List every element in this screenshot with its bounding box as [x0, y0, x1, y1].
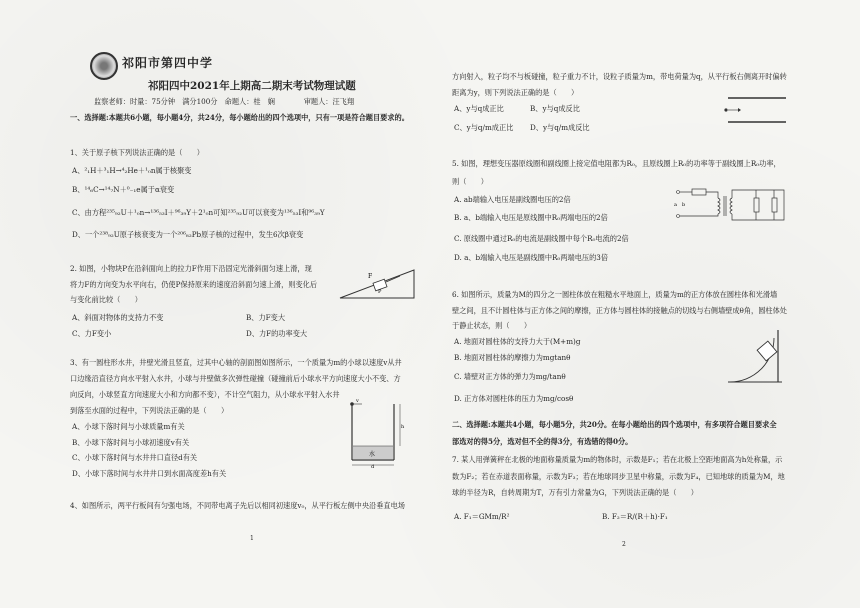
- plates-figure: [722, 92, 792, 128]
- exam-meta: 监察老师：时量：75分钟 满分100分 命题人：桂 娴 审题人：汪飞翔: [94, 97, 355, 106]
- well-d-label: d: [371, 464, 375, 468]
- well-water-label: 水: [369, 451, 376, 458]
- q2-option-a: A、斜面对物体的支持力不变: [72, 313, 164, 322]
- q5-option-c: C. 原线圈中通过R₀的电流是副线圈中每个R₀电流的2倍: [454, 234, 629, 243]
- q4-line1: 4、如图所示，两平行板间有匀强电场，不同带电离子先后以相同初速度v₀，从平行板左侧中央沿垂直电场: [70, 501, 405, 510]
- q7-option-a: A. F₁＝GMm/R²: [454, 512, 510, 521]
- q1-option-a: A、²₁H＋³₁H→⁴₂He＋¹₀n属于核聚变: [72, 166, 192, 175]
- q2-option-c: C、力F变小: [72, 329, 112, 338]
- well-figure: [344, 398, 406, 468]
- q3-line1: 3、有一圆柱形水井，井壁光滑且竖直，过其中心轴的剖面图如图所示，一个质量为m的小球以速度v从井: [70, 358, 402, 367]
- q2-line1: 2. 如图，小物块P在沿斜面向上的拉力F作用下沿固定光滑斜面匀速上滑，现: [70, 264, 312, 273]
- q6-option-c: C. 墙壁对正方体的弹力为mg/tanθ: [454, 372, 566, 381]
- left-page: [70, 0, 432, 608]
- q3-line4: 到落至水面的过程中，下列说法正确的是（ ）: [70, 406, 229, 415]
- cylinder-wall-figure: [726, 328, 786, 386]
- q2-line2: 将力F的方向变为水平向右，仍使P保持原来的速度沿斜面匀速上滑，则变化后: [70, 280, 318, 289]
- q7-line3: 球的半径为R，自转周期为T，万有引力常量为G，下列说法正确的是（ ）: [452, 488, 698, 497]
- incline-figure: [338, 266, 418, 300]
- q5-option-a: A. ab端输入电压是副线圈电压的2倍: [454, 195, 571, 204]
- section1-heading: 一、选择题:本题共6小题，每小题4分，共24分，每小题给出的四个选项中，只有一项是符合题目要求的。: [70, 113, 409, 122]
- q7-line1: 7. 某人用弹簧秤在北极的地面称量质量为m的物体时，示数是F₁；若在北极上空距地面高为h处称量，示: [452, 455, 783, 464]
- q1-stem: 1、关于原子核下列说法正确的是（ ）: [70, 148, 204, 157]
- section2-line1: 二、选择题:本题共4小题，每小题5分，共20分。在每小题给出的四个选项中，有多项符合题目要求全: [452, 420, 777, 429]
- transformer-ab-label: a b: [674, 202, 686, 208]
- page-number-2: 2: [622, 541, 626, 548]
- q5-option-b: B. a、b端输入电压是原线圈中R₀两端电压的2倍: [454, 213, 608, 222]
- q4-line2: 方向射入，粒子均不与板碰撞，粒子重力不计，设粒子质量为m，带电荷量为q，从平行板右侧离开时偏转: [452, 72, 787, 81]
- q5-line2: 则（ ）: [452, 177, 488, 186]
- exam-title: 祁阳四中2021年上期高二期末考试物理试题: [148, 80, 356, 92]
- page-number-1: 1: [250, 535, 254, 542]
- q3-option-b: B、小球下落时间与小球初速度v有关: [72, 438, 190, 447]
- q2-option-d: D、力F的功率变大: [246, 329, 308, 338]
- q1-option-c: C、由方程²³⁵₉₂U＋¹₀n→¹³⁶₅₃I＋⁹⁶₃₉Y＋2¹₀n可知²³⁵₉₂U可以衰变为¹³⁶₅₃I和⁹⁶₃₉Y: [72, 208, 325, 217]
- right-page: [452, 0, 802, 608]
- q5-option-d: D. a、b端输入电压是副线圈中R₀两端电压的3倍: [454, 253, 609, 262]
- q3-option-a: A、小球下落时间与小球质量m有关: [72, 422, 185, 431]
- q6-option-a: A. 地面对圆柱体的支持力大于(M+m)g: [454, 337, 581, 346]
- q3-line2: 口边缘沿直径方向水平射入水井，小球与井壁做多次弹性碰撞（碰撞前后小球水平方向速度大小不变、方: [70, 374, 401, 383]
- school-logo-icon: [90, 52, 118, 80]
- q1-option-d: D、一个²³⁸₉₂U原子核衰变为一个²⁰⁶₈₂Pb原子核的过程中，发生6次β衰变: [72, 230, 304, 239]
- q7-option-b: B. F₂＝R/(R＋h)·F₁: [602, 512, 668, 521]
- q1-option-b: B、¹⁴₆C→¹⁴₇N＋⁰₋₁e属于α衰变: [72, 185, 175, 194]
- q2-option-b: B、力F变大: [246, 313, 286, 322]
- q4-line3: 距离为y，则下列说法正确的是（ ）: [452, 88, 579, 97]
- q6-line2: 壁之间，且不计圆柱体与正方体之间的摩擦，正方体与圆柱体的接触点的切线与右侧墙壁成θ角，圆柱体处: [452, 306, 787, 315]
- incline-label-f: F: [368, 273, 373, 280]
- q6-option-d: D. 正方体对圆柱体的压力为mg/cosθ: [454, 394, 574, 403]
- q5-line1: 5. 如图，理想变压器原线圈和副线圈上接定值电阻都为R₀，且原线圈上R₀的功率等于副线圈上R₀功率，: [452, 159, 781, 168]
- q3-option-d: D、小球下落时间与水井井口到水面高度差h有关: [72, 469, 227, 478]
- section2-line2: 部选对的得5分，选对但不全的得3分，有选错的得0分。: [452, 437, 633, 446]
- q6-line3: 于静止状态，则（ ）: [452, 321, 532, 330]
- incline-label-p: P: [378, 289, 382, 295]
- q4-option-b: B、y与q成反比: [530, 104, 580, 113]
- well-h-label: h: [401, 424, 405, 430]
- transformer-figure: [674, 182, 792, 226]
- q7-line2: 数为F₂；若在赤道表面称量，示数为F₃；若在地球同步卫星中称量，示数为F₄，已知地球的质量为M，地: [452, 472, 785, 481]
- q2-line3: 与变化前比较（ ）: [70, 295, 142, 304]
- q3-line3: 向反向，小球竖直方向速度大小和方向都不变），不计空气阻力，从小球水平射入水井: [70, 390, 340, 399]
- q4-option-a: A、y与q成正比: [454, 104, 504, 113]
- q4-option-d: D、y与q/m成反比: [530, 123, 590, 132]
- q6-line1: 6. 如图所示，质量为M的四分之一圆柱体放在粗糙水平地面上，质量为m的正方体放在圆柱体和光滑墙: [452, 290, 778, 299]
- well-v-label: v: [356, 398, 359, 404]
- q6-option-b: B. 地面对圆柱体的摩擦力为mgtanθ: [454, 353, 571, 362]
- q3-option-c: C、小球下落时间与水井井口直径d有关: [72, 453, 198, 462]
- school-name: 祁阳市第四中学: [122, 56, 214, 70]
- q4-option-c: C、y与q/m成正比: [454, 123, 514, 132]
